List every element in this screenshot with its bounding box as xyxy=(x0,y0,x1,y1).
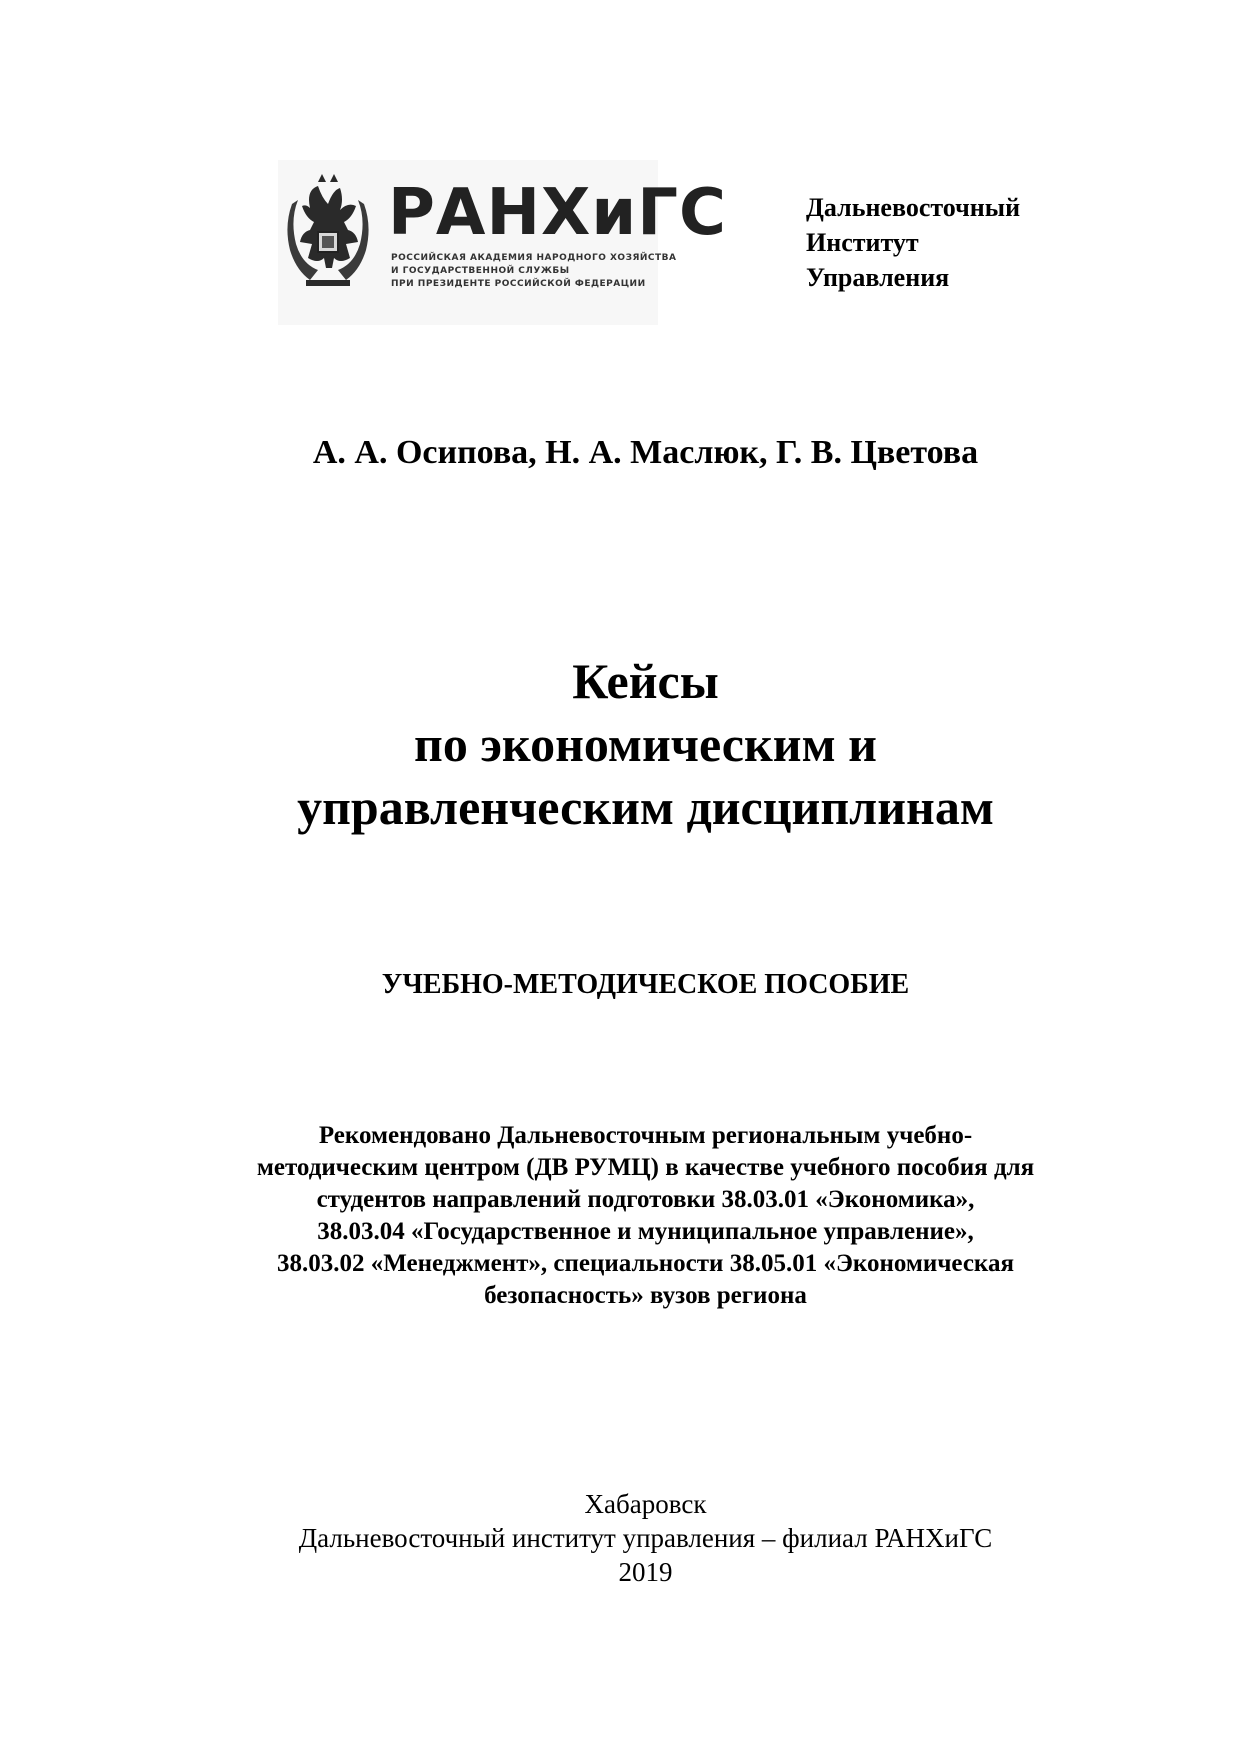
ranepa-logo xyxy=(278,160,727,325)
imprint-year: 2019 xyxy=(618,1557,673,1587)
recommendation-line-4: 38.03.04 «Государственное и муниципальное управление», xyxy=(317,1218,974,1245)
institute-line-1: Дальневосточный xyxy=(806,193,1021,222)
title-line-1: Кейсы xyxy=(572,653,719,709)
institute-line-3: Управления xyxy=(806,263,950,292)
double-headed-eagle-emblem-icon xyxy=(287,174,368,286)
institute-line-2: Институт xyxy=(806,228,919,257)
imprint-publisher: Дальневосточный институт управления – филиал РАНХиГС xyxy=(298,1523,993,1553)
recommendation-line-2: методическим центром (ДВ РУМЦ) в качестве учебного пособия для xyxy=(256,1154,1035,1181)
recommendation-line-5: 38.03.02 «Менеджмент», специальности 38.05.01 «Экономическая xyxy=(277,1250,1014,1277)
authors: А. А. Осипова, Н. А. Маслюк, Г. В. Цветова xyxy=(312,434,979,471)
logo-caption-line-2: И ГОСУДАРСТВЕННОЙ СЛУЖБЫ xyxy=(391,266,570,276)
book-title xyxy=(0,650,1241,839)
recommendation-line-3: студентов направлений подготовки 38.03.01 «Экономика», xyxy=(316,1186,975,1213)
institute-name xyxy=(806,190,1020,295)
title-line-3: управленческим дисциплинам xyxy=(297,779,994,835)
title-line-2: по экономическим и xyxy=(414,716,877,772)
logo-caption-line-1: РОССИЙСКАЯ АКАДЕМИЯ НАРОДНОГО ХОЗЯЙСТВА xyxy=(391,253,677,263)
logo-caption-line-3: ПРИ ПРЕЗИДЕНТЕ РОССИЙСКОЙ ФЕДЕРАЦИИ xyxy=(391,279,646,289)
imprint-city: Хабаровск xyxy=(584,1489,707,1519)
logo-name: РАНХиГС xyxy=(388,176,727,250)
logo-caption xyxy=(391,252,677,291)
book-subtitle: УЧЕБНО-МЕТОДИЧЕСКОЕ ПОСОБИЕ xyxy=(381,969,910,1000)
imprint xyxy=(0,1487,1241,1589)
recommendation-line-1: Рекомендовано Дальневосточным региональным учебно- xyxy=(318,1122,973,1149)
recommendation-line-6: безопасность» вузов региона xyxy=(484,1282,807,1309)
recommendation xyxy=(0,1120,1241,1312)
